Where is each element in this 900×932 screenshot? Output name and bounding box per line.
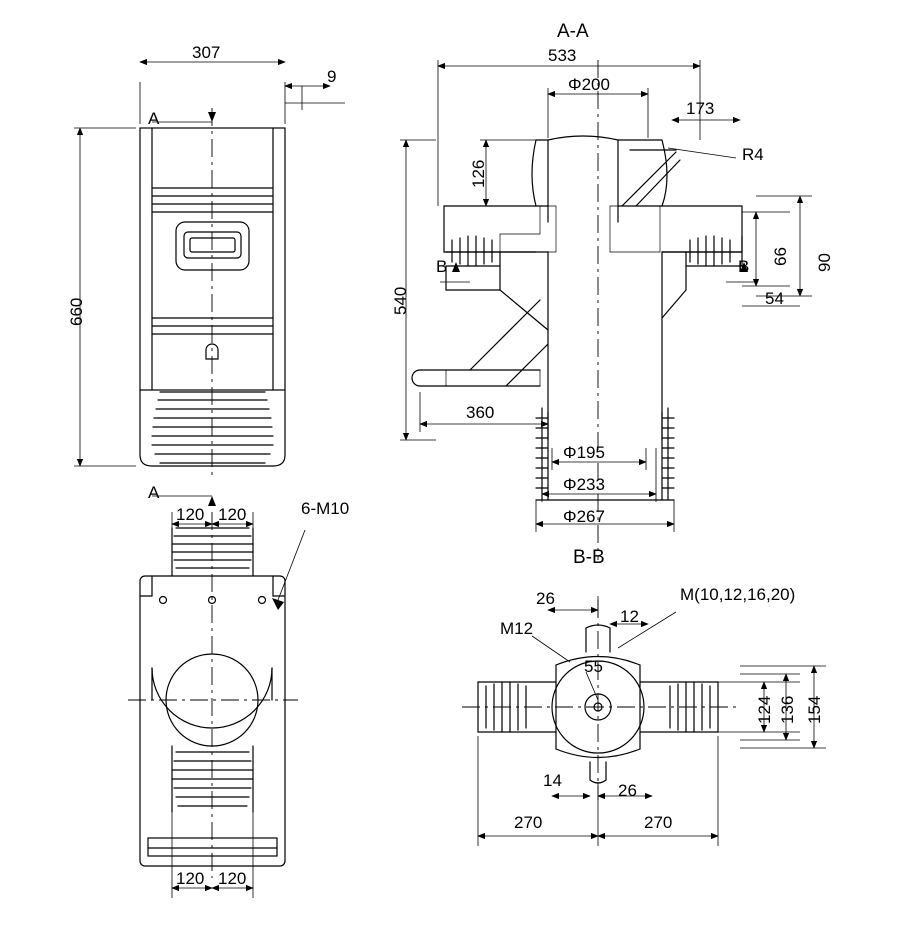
dim-aa-66: 66 — [771, 247, 790, 266]
section-marker-b-left: B — [436, 257, 448, 276]
dim-aa-360: 360 — [466, 403, 495, 422]
dim-bb-270-left: 270 — [514, 813, 543, 832]
dim-front-width: 307 — [192, 43, 221, 62]
dim-front-height: 660 — [67, 297, 86, 326]
top-view-dimensions — [172, 512, 253, 898]
dim-aa-dia195: Φ195 — [563, 443, 605, 462]
dim-bb-26-bottom: 26 — [618, 781, 637, 800]
dim-bb-12: 12 — [620, 607, 639, 626]
dim-bb-154: 154 — [805, 695, 824, 724]
section-marker-a-top: A — [148, 109, 160, 128]
dim-aa-54: 54 — [765, 289, 784, 308]
note-thread-group: M(10,12,16,20) — [680, 585, 796, 604]
dim-aa-dia267: Φ267 — [563, 507, 605, 526]
dim-bb-136: 136 — [778, 695, 797, 724]
dim-aa-overall-width: 533 — [548, 46, 577, 65]
dim-bb-14: 14 — [543, 771, 562, 790]
front-view-geometry — [140, 108, 285, 478]
dim-bb-55: 55 — [584, 657, 603, 676]
dim-aa-126: 126 — [469, 159, 488, 188]
note-thread-m12: M12 — [500, 619, 534, 638]
dim-top-120-b: 120 — [218, 505, 247, 524]
dim-aa-right: 173 — [686, 99, 715, 118]
dim-bb-124: 124 — [755, 695, 774, 724]
top-view-geometry — [128, 512, 305, 878]
dim-aa-90: 90 — [815, 253, 834, 272]
section-title-bb: B-B — [573, 547, 605, 568]
note-radius-r4: R4 — [742, 145, 764, 164]
section-title-aa: A-A — [557, 21, 589, 42]
dim-bb-26-top: 26 — [536, 589, 555, 608]
section-aa-dimensions — [400, 60, 812, 532]
dim-aa-bore-top: Φ200 — [568, 75, 610, 94]
dim-top-120-c: 120 — [176, 869, 205, 888]
dim-top-120-d: 120 — [218, 869, 247, 888]
dim-top-120-a: 120 — [176, 505, 205, 524]
dim-aa-540: 540 — [391, 286, 410, 315]
dim-aa-dia233: Φ233 — [563, 475, 605, 494]
section-marker-a-bottom: A — [148, 483, 160, 502]
section-marker-b-right: B — [738, 257, 750, 276]
note-6-m10: 6-M10 — [301, 499, 350, 518]
dim-front-offset: 9 — [327, 67, 337, 86]
dim-bb-270-right: 270 — [644, 813, 673, 832]
